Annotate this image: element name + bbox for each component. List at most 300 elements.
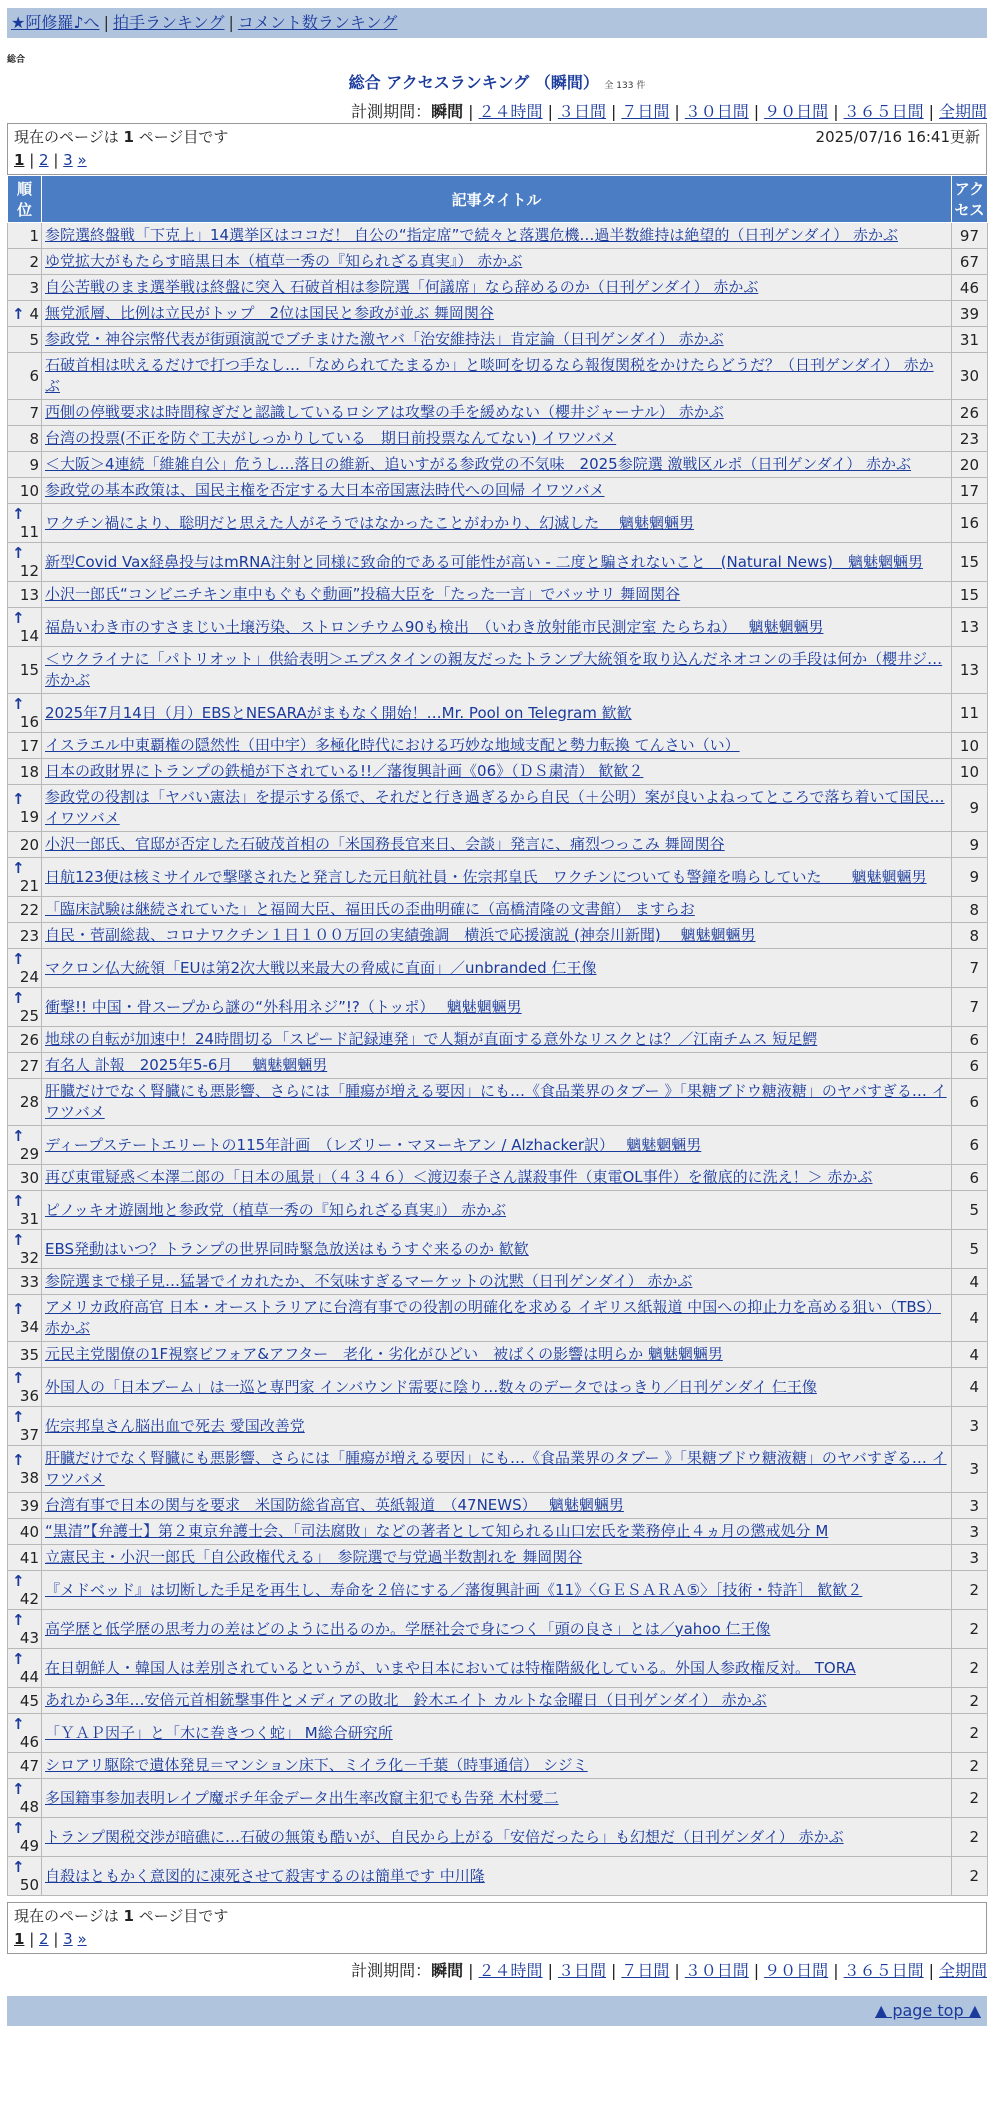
period-24h-link[interactable]: ２４時間	[478, 1961, 543, 1980]
rank-cell	[8, 785, 42, 832]
clap-ranking-link[interactable]: 拍手ランキング	[112, 13, 225, 32]
article-link[interactable]: 「ＹＡＰ因子」と「木に巻きつく蛇」 M総合研究所	[45, 1723, 393, 1742]
category-label: 総合	[7, 55, 26, 65]
rank-number: 8	[29, 429, 39, 448]
up-arrow-icon: ↑	[12, 1127, 25, 1145]
period-30d-link[interactable]: ３０日間	[684, 102, 749, 121]
article-link[interactable]: 自殺はともかく意図的に凍死させて殺害するのは簡単です 中川隆	[45, 1866, 485, 1885]
rank-cell	[8, 858, 42, 897]
article-link[interactable]: 地球の自転が加速中！24時間切る「スピード記録連発」で人類が直面する意外なリスクとは？／江南チムス 短足鰐	[45, 1030, 818, 1048]
page-2-link[interactable]: 2	[39, 151, 49, 169]
title-cell	[42, 1688, 952, 1714]
rank-number: 16	[19, 713, 39, 731]
rank-number: 19	[19, 808, 39, 826]
rank-number: 27	[19, 1056, 39, 1075]
period-365d-link[interactable]: ３６５日間	[843, 1961, 924, 1980]
title-cell	[42, 1519, 952, 1545]
article-link[interactable]: 多国籍事参加表明レイプ魔ポチ年金データ出生率改竄主犯でも告発 木村愛二	[45, 1788, 559, 1807]
rank-cell	[8, 1053, 42, 1079]
article-link[interactable]: イスラエル中東覇権の隠然性（田中宇）多極化時代における巧妙な地域支配と勢力転換 てんさい（い）	[45, 736, 740, 754]
table-row	[8, 1126, 988, 1165]
access-count: 2	[952, 1688, 988, 1714]
header-title: 記事タイトル	[42, 176, 952, 223]
title-cell	[42, 1779, 952, 1818]
article-link[interactable]: 参院選まで様子見…猛暑でイカれたか、不気味すぎるマーケットの沈黙（日刊ゲンダイ） 赤かぶ	[45, 1272, 693, 1290]
rank-cell	[8, 897, 42, 923]
rank-number: 17	[19, 736, 39, 755]
access-count: 6	[952, 1027, 988, 1053]
article-link[interactable]: 西側の停戦要求は時間稼ぎだと認識しているロシアは攻撃の手を緩めない（櫻井ジャーナル） 赤かぶ	[45, 403, 724, 421]
article-link[interactable]: 肝臓だけでなく腎臓にも悪影響、さらには「腫瘍が増える要因」にも…《食品業界のタブー 》「果糖ブドウ糖液糖」のヤバすぎる… イワツバメ	[45, 1449, 947, 1488]
period-current: 瞬間	[431, 1961, 464, 1980]
access-count: 2	[952, 1753, 988, 1779]
rank-number: 10	[19, 481, 39, 500]
table-row	[8, 759, 988, 785]
article-link[interactable]: 小沢一郎氏、官邸が否定した石破茂首相の「米国務長官来日、会談」発言に、痛烈つっこみ 舞岡関谷	[45, 835, 725, 853]
up-arrow-icon: ↑	[12, 505, 25, 523]
title-cell	[42, 733, 952, 759]
rank-cell	[8, 1407, 42, 1446]
title-cell	[42, 785, 952, 832]
rank-number: 15	[19, 661, 39, 679]
up-arrow-icon: ↑	[12, 695, 25, 713]
access-count: 11	[952, 694, 988, 733]
article-link[interactable]: ディープステートエリートの115年計画 （レズリー・マヌーキアン / Alzhacker訳） 魑魅魍魎男	[45, 1135, 702, 1154]
access-count: 13	[952, 647, 988, 694]
article-link[interactable]: 自公苦戦のまま選挙戦は終盤に突入 石破首相は参院選「何議席」なら辞めるのか（日刊ゲンダイ） 赤かぶ	[45, 278, 759, 296]
article-link[interactable]: ＜ウクライナに「パトリオット」供給表明＞エプスタインの親友だったトランプ大統領を取り込んだネオコンの手段は何か（櫻井ジ… 赤かぶ	[45, 650, 943, 689]
rank-number: 34	[19, 1318, 39, 1336]
rank-cell	[8, 543, 42, 582]
rank-cell	[8, 733, 42, 759]
rank-number: 31	[19, 1210, 39, 1228]
access-count: 67	[952, 249, 988, 275]
table-row	[8, 1027, 988, 1053]
page-status: 現在のページは 1 ページ目です	[14, 128, 229, 146]
rank-number: 4	[29, 304, 39, 323]
title-cell	[42, 694, 952, 733]
home-link[interactable]: ★阿修羅♪へ	[11, 13, 100, 32]
table-row	[8, 1753, 988, 1779]
article-link[interactable]: 台湾の投票(不正を防ぐ工夫がしっかりしている 期日前投票なんてない) イワツバメ	[45, 429, 617, 447]
article-link[interactable]: 『メドベッド』は切断した手足を再生し、寿命を２倍にする／藩復興計画《11》〈ＧＥＳＡＲＡ⑤〉［技術・特許］ 歓歓２	[45, 1580, 863, 1599]
period-24h-link[interactable]: ２４時間	[478, 102, 543, 121]
table-row	[8, 1649, 988, 1688]
title-cell	[42, 504, 952, 543]
rank-cell	[8, 301, 42, 327]
page-current: 1	[14, 151, 25, 169]
access-count: 16	[952, 504, 988, 543]
rank-cell	[8, 1857, 42, 1896]
table-row	[8, 1818, 988, 1857]
article-link[interactable]: 参政党・神谷宗幣代表が街頭演説でブチまけた激ヤバ「治安維持法」肯定論（日刊ゲンダイ） 赤かぶ	[45, 330, 724, 348]
article-link[interactable]: 佐宗邦皇さん脳出血で死去 愛国改善党	[45, 1416, 305, 1435]
access-count: 10	[952, 759, 988, 785]
table-row	[8, 733, 988, 759]
title-cell	[42, 1342, 952, 1368]
rank-number: 32	[19, 1249, 39, 1267]
rank-number: 28	[19, 1093, 39, 1111]
access-count: 20	[952, 452, 988, 478]
access-count: 6	[952, 1079, 988, 1126]
article-link[interactable]: 石破首相は吠えるだけで打つ手なし…「なめられてたまるか」と啖呵を切るなら報復関税をかけたらどうだ？（日刊ゲンダイ） 赤かぶ	[45, 356, 934, 395]
access-count: 2	[952, 1857, 988, 1896]
rank-cell	[8, 353, 42, 400]
up-arrow-icon: ↑	[12, 609, 25, 627]
article-link[interactable]: ＜大阪＞4連続「維雑自公」危うし…落日の維新、追いすがる参政党の不気味 2025参院選 激戦区ルポ（日刊ゲンダイ） 赤かぶ	[45, 455, 912, 473]
table-row	[8, 949, 988, 988]
rank-number: 6	[29, 367, 39, 385]
separator: |	[228, 13, 234, 32]
title-cell	[42, 582, 952, 608]
article-link[interactable]: 有名人 訃報 2025年5-6月 魑魅魍魎男	[45, 1056, 328, 1074]
up-arrow-icon: ↑	[12, 1858, 25, 1876]
rank-number: 48	[19, 1798, 39, 1816]
rank-cell	[8, 1342, 42, 1368]
title-cell	[42, 1753, 952, 1779]
page-3-link[interactable]: 3	[63, 1930, 73, 1948]
table-row	[8, 452, 988, 478]
table-row	[8, 223, 988, 249]
period-30d-link[interactable]: ３０日間	[684, 1961, 749, 1980]
title-cell	[42, 249, 952, 275]
rank-cell	[8, 1027, 42, 1053]
rank-number: 23	[19, 926, 39, 945]
rank-number: 14	[19, 627, 39, 645]
rank-cell	[8, 647, 42, 694]
rank-cell	[8, 1295, 42, 1342]
up-arrow-icon: ↑	[12, 1192, 25, 1210]
article-link[interactable]: 参政党の役割は「ヤバい憲法」を提示する係で、それだと行き過ぎるから自民（＋公明）案が良いよねってところで落ち着いて国民… イワツバメ	[45, 788, 945, 827]
up-arrow-icon: ↑	[12, 989, 25, 1007]
table-row	[8, 1519, 988, 1545]
rank-number: 20	[19, 835, 39, 854]
top-nav-bar	[7, 8, 987, 38]
access-count: 4	[952, 1342, 988, 1368]
table-row	[8, 301, 988, 327]
rank-number: 45	[19, 1691, 39, 1710]
title-cell	[42, 275, 952, 301]
up-arrow-icon: ↑	[12, 1231, 25, 1249]
rank-number: 37	[19, 1426, 39, 1444]
rank-number: 1	[29, 226, 39, 245]
access-count: 2	[952, 1714, 988, 1753]
article-link[interactable]: EBS発動はいつ？トランプの世界同時緊急放送はもうすぐ来るのか 歓歓	[45, 1239, 529, 1258]
rank-cell	[8, 1649, 42, 1688]
title-cell	[42, 608, 952, 647]
up-arrow-icon: ↑	[12, 1819, 25, 1837]
title-cell	[42, 1126, 952, 1165]
rank-number: 33	[19, 1272, 39, 1291]
title-cell	[42, 1368, 952, 1407]
access-count: 2	[952, 1610, 988, 1649]
title-cell	[42, 1714, 952, 1753]
article-link[interactable]: 2025年7月14日（月）EBSとNESARAがまもなく開始！…Mr. Pool on Telegram 歓歓	[45, 703, 632, 722]
table-row	[8, 1407, 988, 1446]
title-cell	[42, 1446, 952, 1493]
access-count: 4	[952, 1368, 988, 1407]
period-label: 計測期間：	[351, 102, 432, 121]
rank-number: 43	[19, 1629, 39, 1647]
access-count: 17	[952, 478, 988, 504]
article-link[interactable]: 自民・菅副総裁、コロナワクチン１日１００万回の実績強調 横浜で応援演説 (神奈川新聞) 魑魅魍魎男	[45, 926, 756, 944]
up-arrow-icon: ↑	[12, 950, 25, 968]
title-cell	[42, 478, 952, 504]
period-90d-link[interactable]: ９０日間	[764, 102, 829, 121]
rank-cell	[8, 1165, 42, 1191]
rank-cell	[8, 1688, 42, 1714]
rank-cell	[8, 223, 42, 249]
item-count: 全 133 件	[604, 81, 646, 91]
table-row	[8, 1779, 988, 1818]
table-row	[8, 275, 988, 301]
title-cell	[42, 897, 952, 923]
article-link[interactable]: “黒清”【弁護士】第２東京弁護士会、「司法腐敗」などの著者として知られる山口宏氏を業務停止４ヵ月の懲戒処分 M	[45, 1522, 829, 1540]
next-page-link[interactable]: »	[77, 151, 87, 169]
rank-number: 24	[19, 968, 39, 986]
title-cell	[42, 1610, 952, 1649]
access-count: 31	[952, 327, 988, 353]
table-row	[8, 923, 988, 949]
table-row	[8, 1610, 988, 1649]
table-row	[8, 1342, 988, 1368]
table-row	[8, 353, 988, 400]
article-link[interactable]: 日本の政財界にトランプの鉄槌が下されている!!／藩復興計画《06》（ＤＳ粛清） 歓歓２	[45, 762, 644, 780]
rank-cell	[8, 1191, 42, 1230]
access-count: 3	[952, 1407, 988, 1446]
title-cell	[42, 923, 952, 949]
rank-number: 41	[19, 1548, 39, 1567]
article-link[interactable]: 参政党の基本政策は、国民主権を否定する大日本帝国憲法時代への回帰 イワツバメ	[45, 481, 605, 499]
title-cell	[42, 1493, 952, 1519]
rank-number: 7	[29, 403, 39, 422]
article-link[interactable]: 衝撃!! 中国・骨スープから謎の“外科用ネジ”!?（トッポ） 魑魅魍魎男	[45, 997, 522, 1016]
title-cell	[42, 949, 952, 988]
rank-cell	[8, 923, 42, 949]
access-count: 97	[952, 223, 988, 249]
up-arrow-icon: ↑	[12, 1572, 25, 1590]
article-link[interactable]: 高学歴と低学歴の思考力の差はどのように出るのか。学歴社会で身につく「頭の良さ」とは／yahoo 仁王像	[45, 1619, 771, 1638]
article-link[interactable]: アメリカ政府高官 日本・オーストラリアに台湾有事での役割の明確化を求める イギリス紙報道 中国への抑止力を高める狙い（TBS） 赤かぶ	[45, 1298, 941, 1337]
period-90d-link[interactable]: ９０日間	[764, 1961, 829, 1980]
table-row	[8, 1446, 988, 1493]
period-selector-top: 計測期間：瞬間 | ２４時間 | ３日間 | ７日間 | ３０日間 | ９０日間 | ３６５日間 | 全期間	[351, 102, 987, 121]
title-cell	[42, 543, 952, 582]
table-row	[8, 897, 988, 923]
title-cell	[42, 1027, 952, 1053]
page-3-link[interactable]: 3	[63, 151, 73, 169]
access-count: 30	[952, 353, 988, 400]
article-link[interactable]: 立憲民主・小沢一郎氏「自公政権代える」 参院選で与党過半数割れを 舞岡関谷	[45, 1548, 583, 1566]
rank-cell	[8, 1779, 42, 1818]
article-link[interactable]: 参院選終盤戦「下克上」14選挙区はココだ！ 自公の“指定席”で続々と落選危機…過半数維持は絶望的（日刊ゲンダイ） 赤かぶ	[45, 226, 898, 244]
rank-cell	[8, 327, 42, 353]
title-cell	[42, 1857, 952, 1896]
access-count: 15	[952, 582, 988, 608]
rank-number: 47	[19, 1756, 39, 1775]
access-count: 3	[952, 1519, 988, 1545]
period-7d-link[interactable]: ７日間	[621, 102, 670, 121]
next-page-link[interactable]: »	[77, 1930, 87, 1948]
table-row	[8, 582, 988, 608]
page-title: 総合 アクセスランキング （瞬間）	[348, 73, 599, 92]
rank-number: 9	[29, 455, 39, 474]
rank-cell	[8, 832, 42, 858]
rank-number: 50	[19, 1876, 39, 1894]
rank-number: 40	[19, 1522, 39, 1541]
rank-number: 22	[19, 900, 39, 919]
access-count: 6	[952, 1053, 988, 1079]
access-count: 13	[952, 608, 988, 647]
access-count: 3	[952, 1446, 988, 1493]
table-row	[8, 1857, 988, 1896]
rank-cell	[8, 1493, 42, 1519]
access-count: 2	[952, 1779, 988, 1818]
access-count: 8	[952, 923, 988, 949]
access-count: 4	[952, 1295, 988, 1342]
access-count: 5	[952, 1230, 988, 1269]
article-link[interactable]: 再び東電疑惑＜本澤二郎の「日本の風景」（４３４６）＜渡辺泰子さん謀殺事件（東電OL事件）を徹底的に洗え！＞ 赤かぶ	[45, 1168, 873, 1186]
title-cell	[42, 858, 952, 897]
article-link[interactable]: 新型Covid Vax経鼻投与はmRNA注射と同様に致命的である可能性が高い - 二度と騙されないこと (Natural News) 魑魅魍魎男	[45, 552, 923, 571]
access-count: 9	[952, 858, 988, 897]
updated-timestamp: 2025/07/16 16:41更新	[815, 128, 980, 146]
page-2-link[interactable]: 2	[39, 1930, 49, 1948]
access-count: 4	[952, 1269, 988, 1295]
up-arrow-icon: ↑	[12, 1780, 25, 1798]
rank-cell	[8, 504, 42, 543]
rank-cell	[8, 400, 42, 426]
table-row	[8, 478, 988, 504]
access-count: 7	[952, 949, 988, 988]
period-7d-link[interactable]: ７日間	[621, 1961, 670, 1980]
title-cell	[42, 647, 952, 694]
rank-number: 3	[29, 278, 39, 297]
title-cell	[42, 1053, 952, 1079]
access-count: 8	[952, 897, 988, 923]
article-link[interactable]: 在日朝鮮人・韓国人は差別されているというが、いまや日本においては特権階級化している。外国人参政権反対。 TORA	[45, 1658, 856, 1677]
table-row	[8, 1191, 988, 1230]
rank-number: 44	[19, 1668, 39, 1686]
comment-ranking-link[interactable]: コメント数ランキング	[237, 13, 398, 32]
up-arrow-icon: ↑	[12, 1451, 25, 1469]
article-link[interactable]: 日航123便は核ミサイルで撃墜されたと発言した元日航社員・佐宗邦皇氏 ワクチンについても警鐘を鳴らしていた 魑魅魍魎男	[45, 867, 927, 886]
access-count: 2	[952, 1571, 988, 1610]
bottom-bar	[7, 1996, 987, 2026]
rank-cell	[8, 1519, 42, 1545]
table-row	[8, 426, 988, 452]
period-365d-link[interactable]: ３６５日間	[843, 102, 924, 121]
access-count: 26	[952, 400, 988, 426]
rank-cell	[8, 988, 42, 1027]
period-all-link[interactable]: 全期間	[938, 102, 987, 121]
page-top-link[interactable]: ▲ page top ▲	[874, 2001, 981, 2020]
rank-number: 5	[29, 330, 39, 349]
rank-cell	[8, 694, 42, 733]
article-link[interactable]: 肝臓だけでなく腎臓にも悪影響、さらには「腫瘍が増える要因」にも…《食品業界のタブー 》「果糖ブドウ糖液糖」のヤバすぎる… イワツバメ	[45, 1082, 947, 1121]
article-link[interactable]: ゆ党拡大がもたらす暗黒日本（植草一秀の『知られざる真実』） 赤かぶ	[45, 252, 523, 270]
access-count: 3	[952, 1493, 988, 1519]
up-arrow-icon: ↑	[12, 1611, 25, 1629]
title-cell	[42, 1230, 952, 1269]
rank-number: 12	[19, 562, 39, 580]
access-count: 6	[952, 1126, 988, 1165]
title-cell	[42, 400, 952, 426]
access-count: 5	[952, 1191, 988, 1230]
up-arrow-icon: ↑	[12, 1650, 25, 1668]
title-cell	[42, 1295, 952, 1342]
rank-cell	[8, 1079, 42, 1126]
rank-number: 25	[19, 1007, 39, 1025]
article-link[interactable]: 元民主党閣僚の1F視察ビフォア&アフター 老化・劣化がひどい 被ばくの影響は明らか 魑魅魍魎男	[45, 1345, 723, 1363]
title-cell	[42, 301, 952, 327]
ranking-table	[7, 175, 988, 1896]
period-3d-link[interactable]: ３日間	[557, 1961, 606, 1980]
rank-cell	[8, 1230, 42, 1269]
article-link[interactable]: シロアリ駆除で遺体発見＝マンション床下、ミイラ化－千葉（時事通信） シジミ	[45, 1756, 588, 1774]
rank-cell	[8, 1368, 42, 1407]
article-link[interactable]: 福島いわき市のすさまじい土壌汚染、ストロンチウム90も検出 （いわき放射能市民測定室 たらちね） 魑魅魍魎男	[45, 617, 824, 636]
table-row	[8, 832, 988, 858]
article-link[interactable]: 台湾有事で日本の関与を要求 米国防総省高官、英紙報道 （47NEWS） 魑魅魍魎男	[45, 1496, 624, 1514]
article-link[interactable]: ピノッキオ遊園地と参政党（植草一秀の『知られざる真実』） 赤かぶ	[45, 1200, 507, 1219]
rank-cell	[8, 1126, 42, 1165]
rank-cell	[8, 452, 42, 478]
title-cell	[42, 1571, 952, 1610]
up-arrow-icon: ↑	[12, 859, 25, 877]
up-arrow-icon: ↑	[12, 1369, 25, 1387]
table-row	[8, 608, 988, 647]
table-row	[8, 249, 988, 275]
article-link[interactable]: 「臨床試験は継続されていた」と福岡大臣、福田氏の歪曲明確に（高橋清隆の文書館） ますらお	[45, 900, 695, 918]
period-all-link[interactable]: 全期間	[938, 1961, 987, 1980]
article-link[interactable]: 小沢一郎氏“コンビニチキン車中もぐもぐ動画”投稿大臣を「たった一言」でバッサリ 舞岡関谷	[45, 585, 681, 603]
article-link[interactable]: あれから3年…安倍元首相銃撃事件とメディアの敗北 鈴木エイト カルトな金曜日（日刊ゲンダイ） 赤かぶ	[45, 1691, 767, 1709]
title-cell	[42, 759, 952, 785]
page-current: 1	[14, 1930, 25, 1948]
article-link[interactable]: ワクチン禍により、聡明だと思えた人がそうではなかったことがわかり、幻滅した 魑魅魍魎男	[45, 513, 695, 532]
rank-cell	[8, 582, 42, 608]
up-arrow-icon: ↑	[12, 790, 25, 808]
article-link[interactable]: マクロン仏大統領「EUは第2次大戦以来最大の脅威に直面」／unbranded 仁王像	[45, 958, 597, 977]
article-link[interactable]: トランプ関税交渉が暗礁に…石破の無策も酷いが、自民から上がる「安倍だったら」も幻想だ（日刊ゲンダイ） 赤かぶ	[45, 1827, 844, 1846]
period-3d-link[interactable]: ３日間	[557, 102, 606, 121]
rank-number: 39	[19, 1496, 39, 1515]
table-row	[8, 1295, 988, 1342]
access-count: 7	[952, 988, 988, 1027]
rank-number: 49	[19, 1837, 39, 1855]
title-cell	[42, 1165, 952, 1191]
pager-bottom: 現在のページは 1 ページ目です 1 | 2 | 3 »	[7, 1902, 987, 1954]
title-cell	[42, 452, 952, 478]
access-count: 10	[952, 733, 988, 759]
article-link[interactable]: 外国人の「日本ブーム」は一巡と専門家 インバウンド需要に陰り…数々のデータではっきり／日刊ゲンダイ 仁王像	[45, 1377, 817, 1396]
rank-cell	[8, 1714, 42, 1753]
period-current: 瞬間	[431, 102, 464, 121]
rank-cell	[8, 478, 42, 504]
rank-number: 42	[19, 1590, 39, 1608]
rank-number: 30	[19, 1168, 39, 1187]
access-count: 23	[952, 426, 988, 452]
table-row	[8, 647, 988, 694]
rank-number: 36	[19, 1387, 39, 1405]
article-link[interactable]: 無党派層、比例は立民がトップ 2位は国民と参政が並ぶ 舞岡関谷	[45, 304, 494, 322]
pager-top: 現在のページは 1 ページ目です 2025/07/16 16:41更新 1 | 2 | 3 »	[7, 123, 987, 175]
access-count: 2	[952, 1649, 988, 1688]
table-row	[8, 1079, 988, 1126]
rank-cell	[8, 608, 42, 647]
table-row	[8, 988, 988, 1027]
